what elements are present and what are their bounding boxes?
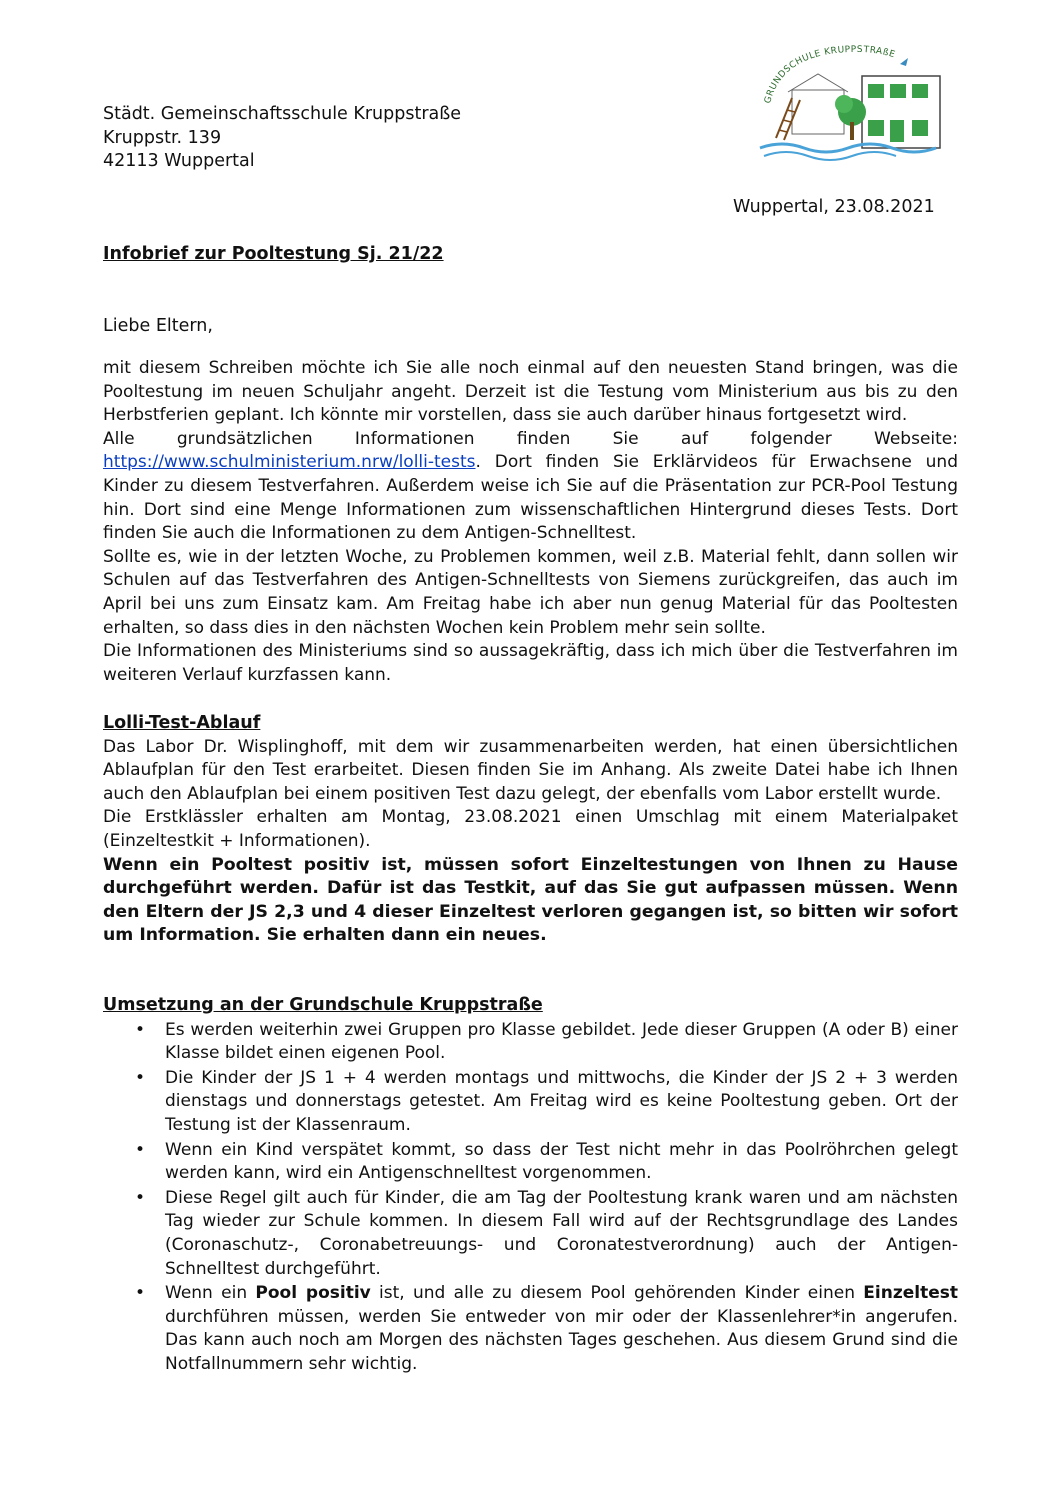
umsetzung-heading: Umsetzung an der Grundschule Kruppstraße [103,995,543,1015]
intro-section [103,357,958,687]
intro-paragraph-4: Die Informationen des Ministeriums sind so aussagekräftig, dass ich mich über die Testverfahren im weiteren Verlauf kurzfassen kann. [103,641,958,685]
intro-paragraph-2-text: . Dort finden Sie Erklärvideos für Erwachsene und Kinder zu diesem Testverfahren. Außerdem weise ich Sie auf die Präsentation zur PCR-Pool Testung hin. Dort sind eine Menge Informationen zum wissenschaftlichen Hintergrund dieses Tests. Dort finden Sie auch die Informationen zu dem Antigen-Schnelltest. [103,452,958,544]
lolli-paragraph-2: Die Erstklässler erhalten am Montag, 23.08.2021 einen Umschlag mit einem Materialpaket (Einzeltestkit + Informationen). [103,807,958,851]
ministry-link[interactable]: https://www.schulministerium.nrw/lolli-tests [103,452,476,473]
list-item: • Wenn ein Kind verspätet kommt, so dass der Test nicht mehr in das Poolröhrchen gelegt werden kann, wird ein Antigenschnelltest vorgenommen. [135,1139,958,1184]
intro-paragraph-3: Sollte es, wie in der letzten Woche, zu Problemen kommen, weil z.B. Material fehlt, dann sollen wir Schulen auf das Testverfahren des Antigen-Schnelltests von Siemens zurückgreifen, das auch im April bei uns zum Einsatz kam. Am Freitag habe ich aber nun genug Material für das Pooltesten erhalten, so dass dies in den nächsten Wochen kein Problem mehr sein sollte. [103,546,958,638]
list-item: • Es werden weiterhin zwei Gruppen pro Klasse gebildet. Jede dieser Gruppen (A oder B) einer Klasse bildet einen eigenen Pool. [135,1019,958,1064]
letter-title: Infobrief zur Pooltestung Sj. 21/22 [103,244,444,264]
pool-positive-emphasis: Pool positiv [255,1283,371,1304]
lolli-section [103,712,958,948]
list-item: • Die Kinder der JS 1 + 4 werden montags und mittwochs, die Kinder der JS 2 + 3 werden dienstags und donnerstags getestet. Am Freitag wird es keine Pooltestung geben. Ort der Testung ist der Klassenraum. [135,1067,958,1135]
sender-school: Städt. Gemeinschaftsschule Kruppstraße [103,104,462,124]
umsetzung-list [103,1019,958,1377]
einzeltest-emphasis: Einzeltest [863,1283,958,1304]
bullet-icon: • [135,1139,146,1160]
greeting: Liebe Eltern, [103,316,213,336]
bullet-icon: • [135,1019,146,1040]
list-item: • Diese Regel gilt auch für Kinder, die am Tag der Pooltestung krank waren und am nächsten Tag wieder zur Schule kommen. In diesem Fall wird auf der Rechtsgrundlage des Landes (Coronaschutz-, Coronabetreuungs- und Coronatestverordnung) auch der Antigen-Schnelltest durchgeführt. [135,1187,958,1279]
sender-city: 42113 Wuppertal [103,151,255,171]
sender-address [103,103,461,174]
school-logo [752,42,957,162]
logo-lettering: GRUNDSCHULE KRUPPSTRAßE [763,44,897,105]
letter-date: Wuppertal, 23.08.2021 [733,197,935,217]
lolli-heading: Lolli-Test-Ablauf [103,713,261,733]
list-item: • Wenn ein Pool positiv ist, und alle zu diesem Pool gehörenden Kinder einen Einzeltest durchführen müssen, werden Sie entweder von mir oder der Klassenlehrer*in angerufen. Das kann auch noch am Morgen des nächsten Tages geschehen. Aus diesem Grund sind die Notfallnummern sehr wichtig. [135,1283,958,1374]
bullet-icon: • [135,1067,146,1088]
intro-paragraph-1: mit diesem Schreiben möchte ich Sie alle noch einmal auf den neuesten Stand bringen, was die Pooltestung im neuen Schuljahr angeht. Derzeit ist die Testung vom Ministerium aus bis zu den Herbstferien geplant. Ich könnte mir vorstellen, dass sie auch darüber hinaus fortgesetzt wird. [103,358,958,426]
lolli-paragraph-1: Das Labor Dr. Wisplinghoff, mit dem wir zusammenarbeiten werden, hat einen übersichtlichen Ablaufplan für den Test erarbeitet. Diesen finden Sie im Anhang. Als zweite Datei habe ich Ihnen auch den Ablaufplan bei einem positiven Test dazu gelegt, der ebenfalls vom Labor erstellt wurde. [103,736,958,804]
intro-paragraph-2 [103,451,958,545]
bullet-icon: • [135,1283,146,1304]
umsetzung-section [103,994,958,1377]
intro-paragraph-2-line-1: Alle grundsätzlichen Informationen finden Sie auf folgender Webseite: [103,428,958,449]
bullet-icon: • [135,1187,146,1208]
lolli-paragraph-3: Wenn ein Pooltest positiv ist, müssen sofort Einzeltestungen von Ihnen zu Hause durchgeführt werden. Dafür ist das Testkit, auf das Sie gut aufpassen müssen. Wenn den Eltern der JS 2,3 und 4 dieser Einzeltest verloren gegangen ist, so bitten wir sofort um Information. Sie erhalten dann ein neues. [103,854,958,946]
sender-street: Kruppstr. 139 [103,127,222,148]
